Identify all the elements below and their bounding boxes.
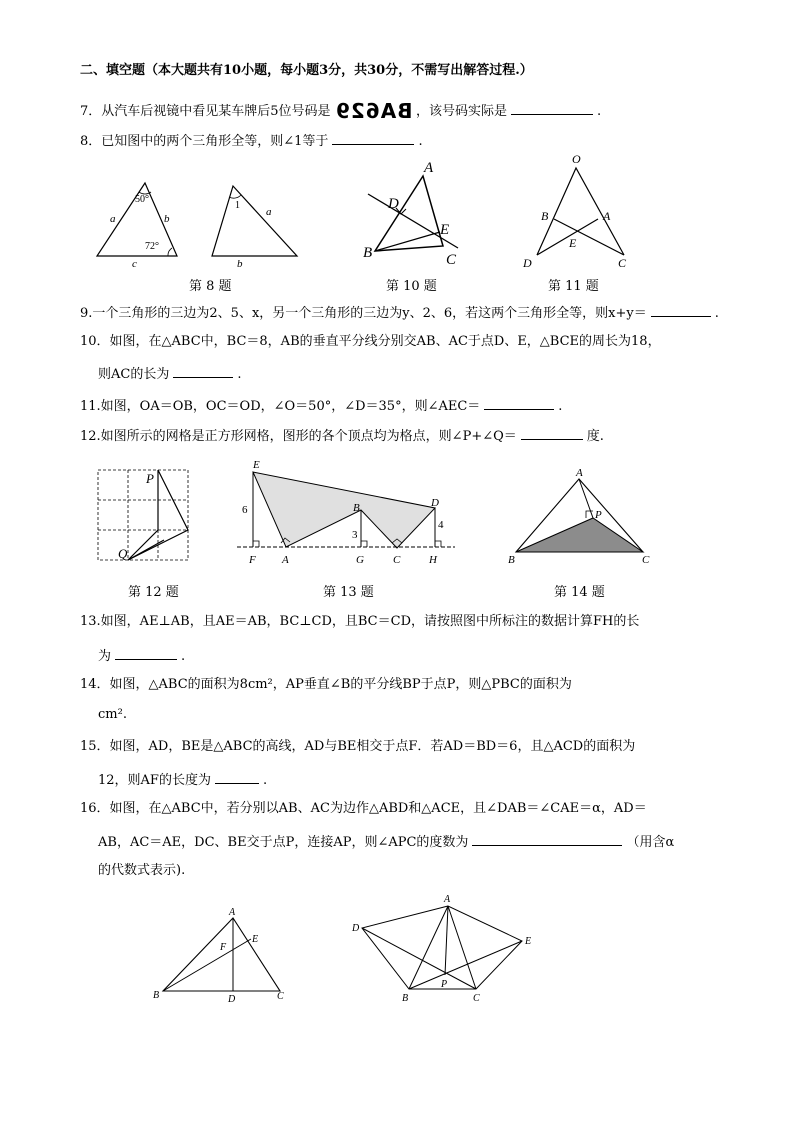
q7-end: .	[597, 104, 602, 119]
question-12	[80, 425, 604, 446]
question-8	[80, 130, 423, 151]
fig8-triangle-1	[97, 183, 177, 270]
fig13-figure	[237, 459, 455, 566]
figure-row-3	[0, 890, 794, 1015]
question-9	[80, 302, 719, 323]
q11-end: .	[558, 399, 563, 414]
caption-fig8: 第 8 题	[189, 279, 232, 294]
q12-answer-blank[interactable]	[521, 425, 583, 440]
fig11-label-E: E	[569, 236, 577, 250]
fig14-label-B: B	[508, 554, 515, 566]
question-16-line1: 16．如图，在△ABC中，若分别以AB、AC为边作△ABD和△ACE，且∠DAB＝∠CAE＝α，AD＝	[80, 801, 647, 816]
fig13-label-B: B	[353, 502, 360, 514]
fig15-label-F: F	[220, 942, 227, 953]
fig13-length-3: 3	[352, 529, 358, 541]
fig13-label-D: D	[431, 497, 439, 509]
q8-answer-blank[interactable]	[332, 130, 414, 145]
fig15-label-E: E	[252, 934, 259, 945]
q7-text: 7．从汽车后视镜中看见某车牌后5位号码是	[80, 104, 331, 119]
q10-end: .	[237, 367, 242, 382]
question-16-line2	[98, 831, 674, 852]
question-14-line1: 14．如图，△ABC的面积为8cm²，AP垂直∠B的平分线BP于点P，则△PBC的面积为	[80, 677, 572, 692]
fig13-label-G: G	[356, 554, 364, 566]
q9-end: .	[714, 306, 719, 321]
fig15-label-B: B	[153, 990, 160, 1001]
fig8-side-a: a	[110, 213, 116, 225]
figure-row-1	[0, 150, 794, 270]
fig11-figure	[522, 152, 627, 270]
fig13-length-6: 6	[242, 504, 248, 516]
fig11-label-A: A	[603, 209, 611, 223]
fig8-side-c: c	[132, 258, 137, 270]
fig8-angle-72: 72°	[145, 241, 159, 252]
fig10-figure	[363, 160, 458, 268]
caption-fig13: 第 13 题	[323, 585, 374, 600]
fig14-label-C: C	[642, 554, 650, 566]
fig11-label-C: C	[618, 256, 627, 270]
q7-answer-blank[interactable]	[511, 100, 593, 115]
fig16-label-D: D	[352, 923, 360, 934]
fig16-label-C: C	[473, 993, 480, 1004]
q9-text: 9.一个三角形的三边为2、5、x，另一个三角形的三边为y、2、6，若这两个三角形全等，则x+y＝	[80, 306, 647, 321]
fig8-triangle-2	[212, 186, 297, 270]
fig14-figure	[508, 467, 650, 566]
fig12-label-Q: Q	[118, 546, 128, 561]
q13-end: .	[181, 649, 186, 664]
fig14-label-P: P	[595, 509, 602, 521]
q15-text: 12，则AF的长度为	[98, 773, 211, 788]
fig11-label-D: D	[523, 256, 532, 270]
fig13-label-A: A	[282, 554, 289, 566]
q13-answer-blank[interactable]	[115, 645, 177, 660]
q13-text: 为	[98, 649, 112, 664]
q16-text-end: （用含α	[626, 835, 675, 850]
q16-text: AB，AC＝AE，DC、BE交于点P，连接AP，则∠APC的度数为	[98, 835, 469, 850]
question-15-line2	[98, 769, 267, 790]
caption-fig10: 第 10 题	[386, 279, 437, 294]
fig15-label-D: D	[228, 994, 236, 1005]
fig13-length-4: 4	[438, 519, 444, 531]
fig8-tri2-b: b	[237, 258, 243, 270]
q8-end: .	[418, 134, 423, 149]
q12-text: 12.如图所示的网格是正方形网格，图形的各个顶点均为格点，则∠P+∠Q＝	[80, 429, 517, 444]
fig10-label-C: C	[446, 252, 457, 268]
q7-text-post: ，该号码实际是	[416, 104, 508, 119]
q10-text: 则AC的长为	[98, 367, 170, 382]
question-13-line2	[98, 645, 185, 666]
q15-end: .	[262, 773, 268, 788]
fig15-figure	[153, 907, 284, 1005]
q11-text: 11.如图，OA＝OB，OC＝OD，∠O＝50°，∠D＝35°，则∠AEC＝	[80, 399, 481, 414]
fig11-label-B: B	[541, 209, 549, 223]
fig12-label-P: P	[146, 471, 154, 486]
caption-fig12: 第 12 题	[128, 585, 179, 600]
question-11	[80, 395, 562, 416]
fig13-label-F: F	[249, 554, 256, 566]
question-16-line3: 的代数式表示).	[98, 863, 186, 878]
fig13-label-C: C	[393, 554, 401, 566]
fig10-label-B: B	[363, 245, 373, 261]
section-header: 二、填空题（本大题共有10小题，每小题3分，共30分，不需写出解答过程.）	[80, 63, 533, 78]
fig13-label-E: E	[253, 459, 260, 471]
figure-row-2	[0, 455, 794, 580]
fig11-label-O: O	[572, 152, 581, 166]
question-13-line1: 13.如图，AE⊥AB，且AE＝AB，BC⊥CD，且BC＝CD，请按照图中所标注的数据计算FH的长	[80, 614, 640, 629]
q9-answer-blank[interactable]	[651, 302, 711, 317]
fig10-label-A: A	[424, 160, 434, 176]
fig15-label-C: C	[277, 991, 284, 1002]
fig12-grid	[98, 470, 188, 561]
question-7	[80, 100, 601, 121]
question-14-line2: cm².	[98, 707, 127, 722]
q11-answer-blank[interactable]	[484, 395, 554, 410]
question-15-line1: 15．如图，AD，BE是△ABC的高线，AD与BE相交于点F．若AD＝BD＝6，且△ACD的面积为	[80, 739, 636, 754]
fig16-label-P: P	[441, 979, 448, 990]
question-10-line2	[98, 363, 241, 384]
fig13-label-H: H	[429, 554, 437, 566]
q15-answer-blank[interactable]	[215, 769, 259, 784]
q8-text: 8．已知图中的两个三角形全等，则∠1等于	[80, 134, 329, 149]
q10-answer-blank[interactable]	[173, 363, 233, 378]
fig16-label-E: E	[525, 936, 532, 947]
question-10-line1: 10．如图，在△ABC中，BC＝8，AB的垂直平分线分别交AB、AC于点D、E，△BCE的周长为18，	[80, 334, 661, 349]
fig16-label-A: A	[444, 894, 451, 905]
fig10-label-E: E	[440, 222, 450, 238]
fig8-tri2-a: a	[266, 206, 272, 218]
caption-fig11: 第 11 题	[548, 279, 599, 294]
q16-answer-blank[interactable]	[472, 831, 622, 846]
fig8-side-b: b	[164, 213, 170, 225]
fig10-label-D: D	[388, 196, 399, 212]
fig14-label-A: A	[576, 467, 583, 479]
fig8-angle-50: 50°	[135, 194, 149, 205]
fig16-figure	[351, 894, 531, 1004]
fig8-angle-1: 1	[235, 200, 240, 211]
mirrored-plate: BA629	[334, 99, 413, 123]
fig15-label-A: A	[229, 907, 236, 918]
caption-fig14: 第 14 题	[554, 585, 605, 600]
fig16-label-B: B	[402, 993, 409, 1004]
q12-end: 度.	[586, 429, 604, 444]
